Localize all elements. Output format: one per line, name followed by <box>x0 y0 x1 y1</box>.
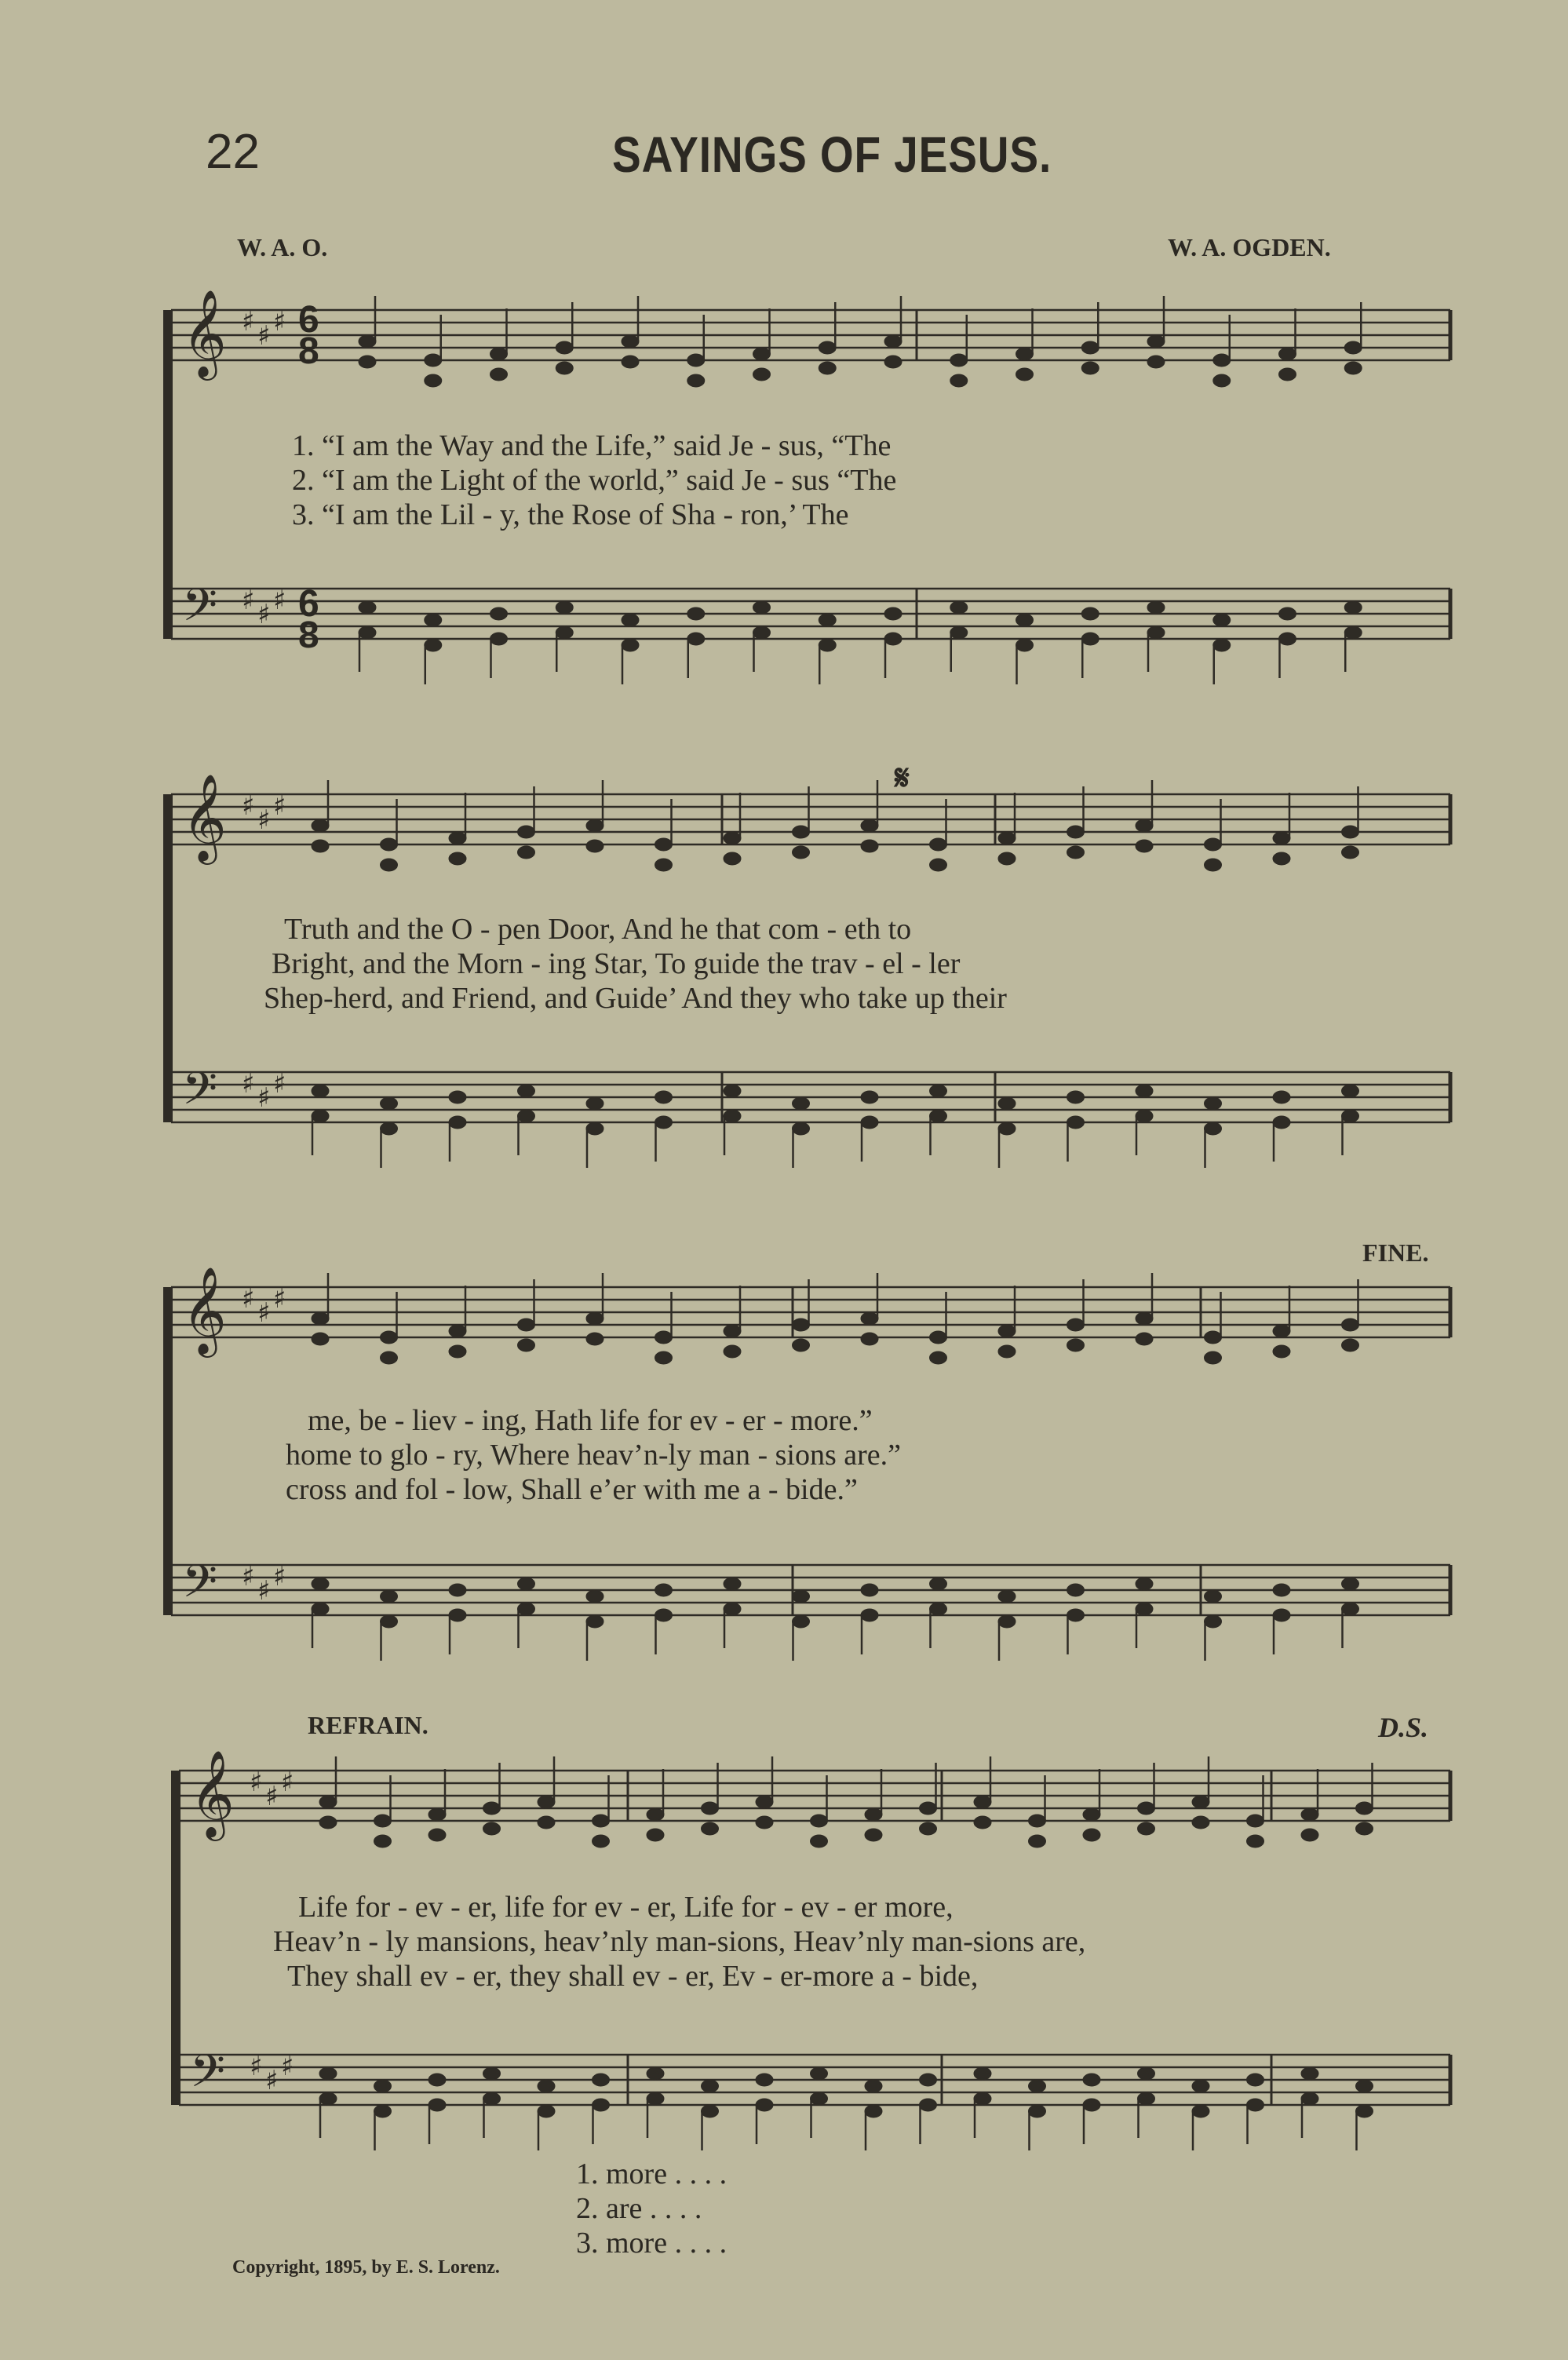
lyric-line: They shall ev - er, they shall ev - er, Ev - er-more a - bide, <box>287 1960 979 1993</box>
svg-text:♯: ♯ <box>242 1283 255 1315</box>
music-credit: W. A. OGDEN. <box>1168 233 1331 261</box>
svg-text:♯: ♯ <box>281 2051 294 2082</box>
page-title: SAYINGS OF JESUS. <box>612 126 1052 183</box>
lyric-line: Bright, and the Morn - ing Star, To guide the trav - el - ler <box>272 947 961 980</box>
lyric-line: Life for - ev - er, life for ev - er, Life for - ev - er more, <box>298 1891 954 1924</box>
svg-text:♯: ♯ <box>273 790 286 822</box>
lyric-line: home to glo - ry, Where heav’n-ly man - sions are.” <box>286 1439 902 1472</box>
lyric-line: 1. “I am the Way and the Life,” said Je - sus, “The <box>292 429 892 462</box>
svg-text:𝄢: 𝄢 <box>182 1555 218 1619</box>
svg-text:♯: ♯ <box>257 1082 271 1114</box>
treble-time-signature: 6 8 <box>298 299 319 372</box>
lyric-line: cross and fol - low, Shall e’er with me a - bide.” <box>286 1473 858 1506</box>
svg-text:♯: ♯ <box>273 585 286 616</box>
ending-1: 1. more . . . . <box>576 2158 727 2190</box>
svg-text:𝄞: 𝄞 <box>182 1266 227 1354</box>
svg-text:♯: ♯ <box>257 1297 271 1329</box>
svg-text:♯: ♯ <box>242 1068 255 1100</box>
svg-text:♯: ♯ <box>273 1561 286 1592</box>
svg-text:♯: ♯ <box>265 1781 279 1812</box>
words-credit: W. A. O. <box>237 233 328 261</box>
lyric-line: 3. “I am the Lil - y, the Rose of Sha - ron,’ The <box>292 498 849 531</box>
svg-text:♯: ♯ <box>242 306 255 337</box>
lyric-line: Shep-herd, and Friend, and Guide’ And they who take up their <box>264 982 1007 1015</box>
ending-2: 2. are . . . . <box>576 2192 702 2225</box>
svg-text:♯: ♯ <box>273 306 286 337</box>
segno-sign: 𝄋 <box>895 758 910 798</box>
copyright: Copyright, 1895, by E. S. Lorenz. <box>232 2257 500 2278</box>
svg-text:𝄢: 𝄢 <box>190 2044 226 2109</box>
lyric-line: 2. “I am the Light of the world,” said Je - sus “The <box>292 464 897 497</box>
ending-3: 3. more . . . . <box>576 2227 727 2260</box>
svg-text:♯: ♯ <box>242 790 255 822</box>
svg-text:♯: ♯ <box>242 1561 255 1592</box>
svg-text:♯: ♯ <box>273 1283 286 1315</box>
svg-text:𝄞: 𝄞 <box>182 773 227 861</box>
svg-text:𝄞: 𝄞 <box>182 289 227 377</box>
svg-text:𝄢: 𝄢 <box>182 1062 218 1126</box>
svg-text:♯: ♯ <box>265 2065 279 2096</box>
svg-text:♯: ♯ <box>257 599 271 630</box>
svg-text:𝄢: 𝄢 <box>182 578 218 643</box>
lyric-line: Truth and the O - pen Door, And he that com - eth to <box>284 913 912 946</box>
bass-time-signature: 6 8 <box>298 583 319 656</box>
lyric-line: me, be - liev - ing, Hath life for ev - er - more.” <box>308 1404 873 1437</box>
svg-text:♯: ♯ <box>242 585 255 616</box>
svg-text:♯: ♯ <box>250 2051 263 2082</box>
svg-text:♯: ♯ <box>257 1575 271 1607</box>
svg-text:♯: ♯ <box>257 804 271 836</box>
svg-text:♯: ♯ <box>273 1068 286 1100</box>
svg-text:♯: ♯ <box>257 320 271 352</box>
lyric-line: Heav’n - ly mansions, heav’nly man-sions, Heav’nly man-sions are, <box>273 1925 1086 1958</box>
ds-mark: D.S. <box>1378 1712 1429 1743</box>
svg-text:♯: ♯ <box>281 1767 294 1798</box>
page-number: 22 <box>206 125 260 179</box>
svg-text:♯: ♯ <box>250 1767 263 1798</box>
svg-text:𝄞: 𝄞 <box>190 1749 235 1837</box>
fine-mark: FINE. <box>1362 1238 1429 1267</box>
refrain-mark: REFRAIN. <box>308 1711 428 1739</box>
